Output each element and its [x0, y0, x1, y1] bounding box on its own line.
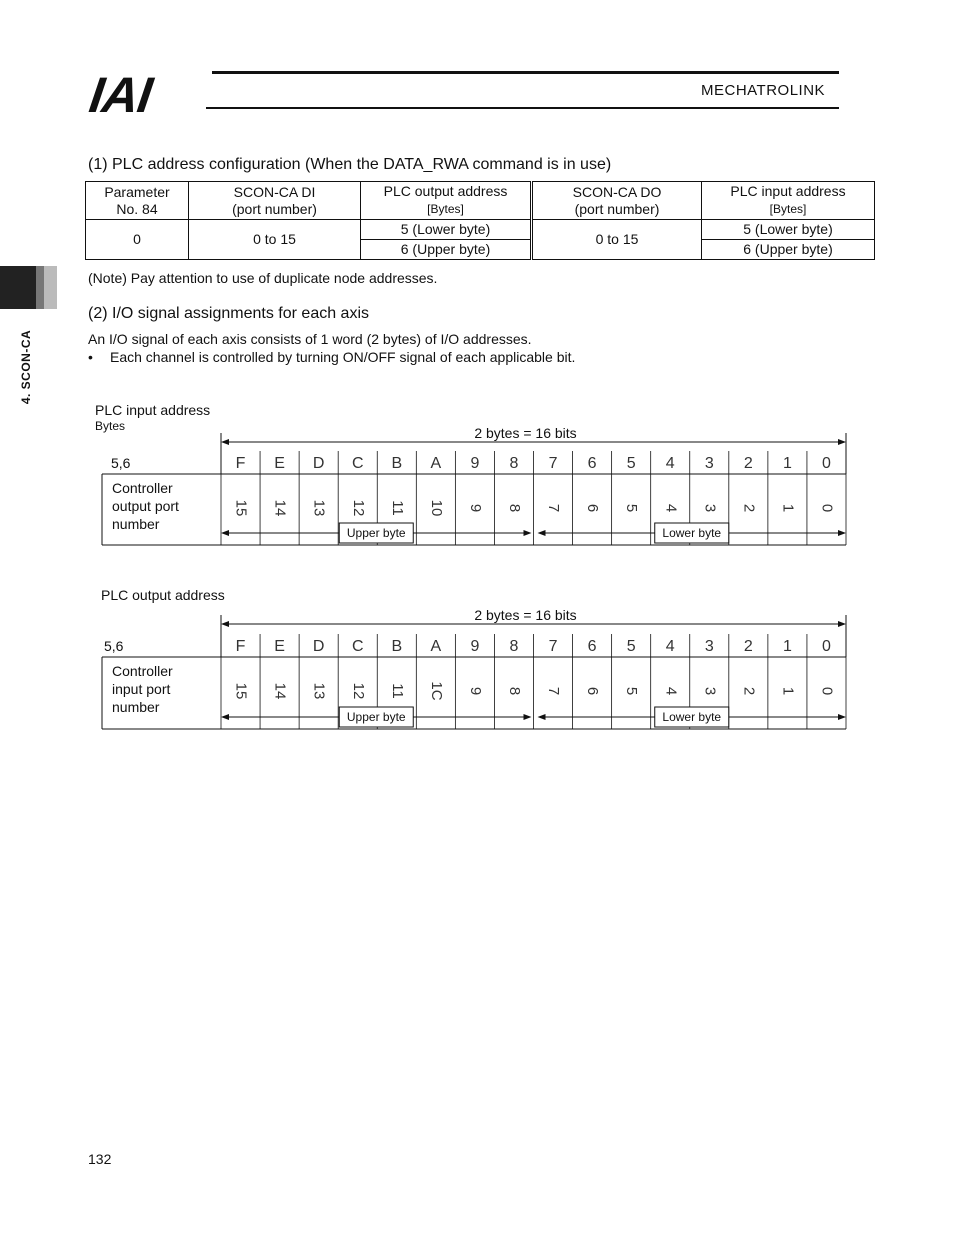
port-number: 13	[310, 499, 328, 517]
port-number: 8	[506, 686, 523, 696]
port-number: 4	[662, 686, 680, 696]
diagram1-title: PLC input address	[95, 402, 211, 418]
hex-bit-label: 5	[626, 455, 636, 472]
header-brand: MECHATROLINK	[701, 82, 826, 99]
row-label-line2: output port	[112, 498, 179, 514]
hex-bit-label: C	[351, 638, 364, 655]
port-number: 9	[466, 503, 484, 513]
lower-byte-label: Lower byte	[662, 526, 722, 540]
port-number: 4	[662, 503, 680, 513]
hex-bit-label: D	[312, 638, 325, 655]
hex-bit-label: 2	[743, 638, 753, 655]
bullet-text: Each channel is controlled by turning ON/OFF signal of each applicable bit.	[110, 349, 576, 365]
port-number: 1	[779, 686, 797, 696]
span-arrow-right-head	[838, 621, 846, 627]
port-number: 0	[818, 503, 836, 513]
row-label-line3: number	[112, 699, 160, 715]
port-number: 13	[310, 682, 328, 700]
hex-bit-label: 8	[509, 455, 519, 472]
port-number: 5	[623, 503, 641, 513]
hex-bit-label: 8	[509, 638, 519, 655]
bullet-marker: •	[88, 349, 93, 365]
hex-bit-label: 9	[470, 638, 480, 655]
hex-bit-label: 1	[782, 455, 792, 472]
header-out-line1: PLC output address	[383, 183, 508, 199]
page-number: 132	[88, 1151, 112, 1167]
cell-param-value: 0	[86, 220, 189, 260]
hex-bit-label: E	[274, 638, 285, 655]
hex-bit-label: 0	[822, 638, 831, 655]
port-number: 0	[818, 686, 836, 696]
port-number: 5	[623, 686, 641, 696]
hex-bit-label: B	[391, 455, 403, 472]
row-label-line2: input port	[112, 681, 171, 697]
port-number: 3	[701, 503, 719, 513]
hex-bit-label: C	[351, 455, 364, 472]
section1-title: (1) PLC address configuration (When the DATA_RWA command is in use)	[88, 156, 612, 173]
lower-byte-arrow-right-head	[838, 714, 846, 720]
byte-address-label: 5,6	[104, 638, 124, 654]
span-label: 2 bytes = 16 bits	[474, 607, 577, 623]
hex-bit-label: D	[312, 455, 325, 472]
port-number: 7	[545, 686, 563, 696]
header-param-line2: No. 84	[116, 200, 158, 217]
header-in-line1: PLC input address	[730, 183, 846, 199]
cell-out-upper: 6 (Upper byte)	[361, 240, 532, 260]
hex-bit-label: A	[430, 638, 442, 655]
port-number: 10	[427, 499, 445, 517]
upper-byte-arrow-left-head	[221, 714, 229, 720]
cell-in-lower: 5 (Lower byte)	[702, 220, 875, 240]
hex-bit-label: 5	[626, 638, 636, 655]
header-do-line1: SCON-CA DO	[572, 183, 662, 200]
diagram2-title: PLC output address	[101, 587, 225, 603]
port-number: 2	[740, 686, 758, 696]
port-number: 15	[232, 499, 250, 517]
hex-bit-label: 7	[548, 455, 558, 472]
header-out-line2: [Bytes]	[427, 202, 464, 216]
port-number: 14	[271, 682, 289, 700]
upper-byte-label: Upper byte	[346, 526, 406, 540]
diagram1-subtitle: Bytes	[95, 419, 126, 433]
row-label-line1: Controller	[112, 663, 173, 679]
port-number: 7	[545, 503, 563, 513]
header-di-line2: (port number)	[232, 200, 317, 217]
span-arrow-left-head	[221, 621, 229, 627]
header-param-line1: Parameter	[104, 183, 170, 200]
hex-bit-label: 6	[587, 638, 597, 655]
port-number: 14	[271, 499, 289, 517]
row-label-line3: number	[112, 516, 160, 532]
hex-bit-label: F	[235, 638, 246, 655]
header-di-line1: SCON-CA DI	[233, 183, 316, 200]
section2-title: (2) I/O signal assignments for each axis	[88, 305, 370, 322]
hex-bit-label: B	[391, 638, 403, 655]
hex-bit-label: 4	[665, 455, 675, 472]
port-number: 3	[701, 686, 719, 696]
port-number: 6	[584, 686, 602, 696]
hex-bit-label: 0	[822, 455, 831, 472]
iai-logo: IAI	[86, 67, 155, 123]
hex-bit-label: A	[430, 455, 442, 472]
hex-bit-label: 9	[470, 455, 480, 472]
hex-bit-label: 6	[587, 455, 597, 472]
hex-bit-label: 2	[743, 455, 753, 472]
lower-byte-arrow-left-head	[538, 714, 546, 720]
span-label: 2 bytes = 16 bits	[474, 425, 577, 441]
port-number: 2	[740, 503, 758, 513]
lower-byte-label: Lower byte	[662, 710, 722, 724]
table-note: (Note) Pay attention to use of duplicate node addresses.	[88, 270, 438, 286]
upper-byte-label: Upper byte	[346, 710, 406, 724]
port-number: 11	[388, 500, 406, 516]
cell-do-value: 0 to 15	[532, 220, 702, 260]
side-chapter-label: 4. SCON-CA	[19, 329, 33, 405]
section2-paragraph: An I/O signal of each axis consists of 1 word (2 bytes) of I/O addresses.	[88, 331, 532, 347]
port-number: 8	[506, 503, 523, 513]
hex-bit-label: 1	[782, 638, 792, 655]
port-number: 15	[232, 682, 250, 700]
hex-bit-label: 7	[548, 638, 558, 655]
cell-in-upper: 6 (Upper byte)	[702, 240, 875, 260]
hex-bit-label: 3	[704, 455, 714, 472]
cell-out-lower: 5 (Lower byte)	[361, 220, 532, 240]
hex-bit-label: 4	[665, 638, 675, 655]
row-label-line1: Controller	[112, 480, 173, 496]
port-number: 11	[388, 683, 406, 699]
cell-di-value: 0 to 15	[189, 220, 361, 260]
hex-bit-label: F	[235, 455, 246, 472]
port-number: 1C	[427, 681, 445, 701]
byte-address-label: 5,6	[111, 455, 131, 471]
port-number: 6	[584, 503, 602, 513]
header-do-line2: (port number)	[574, 200, 660, 217]
port-number: 12	[349, 499, 367, 517]
port-number: 1	[779, 503, 797, 513]
port-number: 12	[349, 682, 367, 700]
port-number: 9	[466, 686, 484, 696]
header-in-line2: [Bytes]	[769, 202, 807, 216]
hex-bit-label: 3	[704, 638, 714, 655]
hex-bit-label: E	[274, 455, 285, 472]
upper-byte-arrow-right-head	[524, 714, 532, 720]
